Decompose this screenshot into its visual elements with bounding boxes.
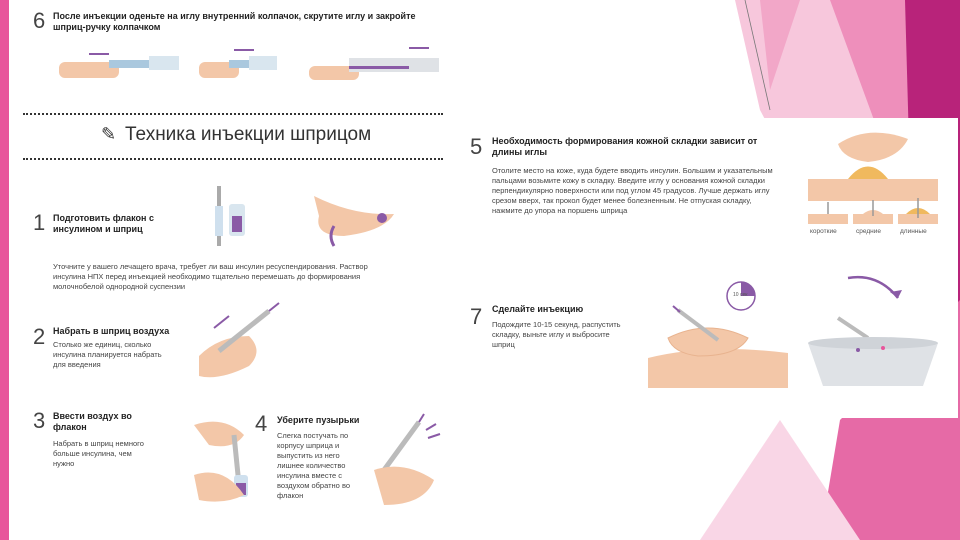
step2-number: 2 xyxy=(33,324,46,349)
needle-lengths-illustration xyxy=(808,198,938,228)
syringe-icon: ✎ xyxy=(101,124,117,144)
needle-label-short: короткие xyxy=(810,228,837,235)
section-title: Техника инъекции шприцом xyxy=(125,124,372,145)
step1-title: Подготовить флакон с инсулином и шприц xyxy=(53,213,154,234)
step4-title: Уберите пузырьки xyxy=(277,415,360,425)
step5-skin-fold-illustration xyxy=(808,124,938,206)
step5-text: Отолите место на коже, куда будете вводить инсулин. Большим и указательным пальцами возьмите кожу в складку. Введите иглу у основания кожной складки перпендикулярно поверхности или под углом 45 градусов. Лучше держать иглу срезом вверх, так прокол будет менее болезненным. Не отпуская складку, нажмите до упора на поршень шприца xyxy=(492,166,773,215)
step2-title: Набрать в шприц воздуха xyxy=(53,326,170,336)
left-panel xyxy=(9,0,477,540)
separator-top xyxy=(23,113,443,115)
step1-illustration xyxy=(194,176,444,256)
step3-number: 3 xyxy=(33,408,46,433)
step6-illustration xyxy=(49,44,449,84)
right-panel xyxy=(458,118,958,418)
separator-bottom xyxy=(23,158,443,160)
step2-illustration xyxy=(189,296,289,386)
needle-label-medium: средние xyxy=(856,228,881,235)
step1-number: 1 xyxy=(33,210,46,235)
step3-text: Набрать в шприц немного больше инсулина, чем нужно xyxy=(53,439,144,468)
step6-title: После инъекции оденьте на иглу внутренний колпачок, скрутите иглу и закройте шприц-ручку колпачком xyxy=(53,11,416,32)
step3-title: Ввести воздух во флакон xyxy=(53,411,132,432)
needle-label-long: длинные xyxy=(900,228,927,235)
left-accent-bar xyxy=(0,0,9,540)
step4-text: Слегка постучать по корпусу шприца и выпустить из него лишнее количество инсулина вместе с воздухом обратно во флакон xyxy=(277,431,351,500)
step4-illustration xyxy=(364,410,454,510)
step5-title: Необходимость формирования кожной складки зависит от длины иглы xyxy=(492,136,758,157)
step2-text: Столько же единиц, сколько инсулина планируется набрать для введения xyxy=(53,340,162,369)
step7-disposal-illustration xyxy=(798,268,948,388)
step7-number: 7 xyxy=(470,304,483,329)
step5-number: 5 xyxy=(470,134,483,159)
step1-text: Уточните у вашего лечащего врача, требует ли ваш инсулин ресуспендирования. Раствор инсулина НПХ перед инъекцией необходимо тщательно перемешать до формирования молочнобелой однородной суспензии xyxy=(53,262,368,291)
step7-text: Подождите 10-15 секунд, распустить складку, выньте иглу и выбросите шприц xyxy=(492,320,621,349)
step7-injection-illustration xyxy=(648,298,788,388)
step6-number: 6 xyxy=(33,8,46,33)
step3-illustration xyxy=(184,405,264,505)
step7-title: Сделайте инъекцию xyxy=(492,304,584,314)
step4-number: 4 xyxy=(255,411,268,436)
timer-label: 10 сек xyxy=(733,292,748,298)
